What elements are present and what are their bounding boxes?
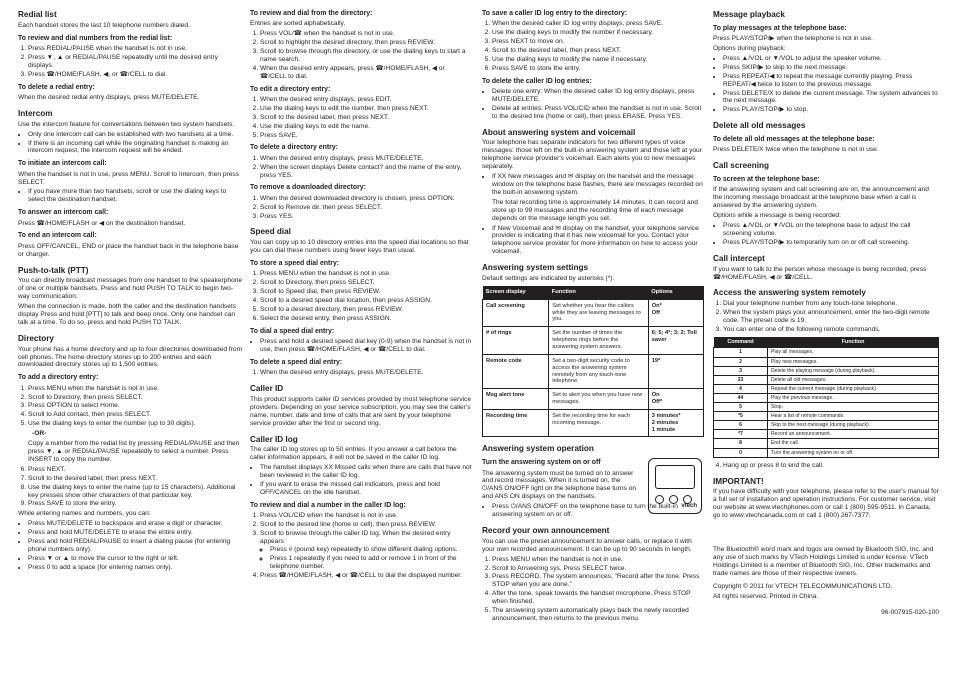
- rights-text: All rights reserved. Printed in China.: [713, 592, 819, 600]
- list-item: • Press DELETE/X to delete the current message. The system advances to the next message.: [723, 90, 939, 106]
- list-item: 5. Scroll to a desired directory, then press REVIEW.: [260, 306, 472, 314]
- remote-steps-end: [713, 462, 939, 470]
- operation-title: Answering system operation: [482, 444, 594, 454]
- table-row: [714, 375, 939, 384]
- list-item: 7. Scroll to the desired label, then press NEXT.: [28, 475, 244, 483]
- list-item: 5. The answering system automatically plays back the newly recorded announcement, then returns to the previous menu.: [492, 607, 704, 623]
- table-row: [714, 357, 939, 366]
- list-item: • Press PLAY/STOP/▶ to stop.: [723, 106, 939, 114]
- caller-id-text: This product supports caller ID services provided by most telephone service providers. Depending on your service subscription, you may see the caller's name, number, date and time of calls that are sent by your telephone service provider after the first or second ring.: [250, 395, 471, 427]
- table-row: [714, 421, 939, 430]
- command-function-cell: Record an announcement.: [768, 430, 939, 439]
- list-item: 4. Scroll to Add contact, then press SELECT.: [28, 411, 244, 419]
- list-item: • Press SKIP/▶ to skip to the next message.: [723, 64, 939, 72]
- delete-all-section: [713, 121, 939, 154]
- list-item: ◦ Press # (pound key) repeatedly to show different dialing options.: [270, 546, 472, 554]
- list-item: 1. When the desired caller ID log entry displays, press SAVE.: [492, 20, 704, 28]
- intercom-init-bullets: [18, 188, 244, 204]
- table-header: Screen display: [483, 286, 549, 299]
- list-item: 1. Press VOL/CID when the handset is not in use.: [260, 512, 472, 520]
- redial-delete-text: When the desired redial entry displays, press MUTE/DELETE.: [18, 93, 200, 101]
- table-cell: Set a two-digit security code to access the answering system remotely from any touch-tone telephone.: [549, 354, 648, 388]
- directory-add-heading: To add a directory entry:: [18, 374, 99, 382]
- redial-section: [18, 10, 244, 102]
- table-cell: Set whether you hear the callers while they are leaving messages to you.: [549, 299, 648, 327]
- playback-section: [713, 10, 939, 114]
- table-header: Command: [714, 337, 768, 348]
- review-dir-heading: To review and dial from the directory:: [250, 10, 373, 17]
- column-3: [482, 10, 704, 625]
- list-item: • The handset displays XX Missed calls when there are calls that have not been reviewed in the caller ID log.: [260, 464, 472, 480]
- list-item: 2. When the screen displays Delete contact? and the name of the entry, press YES.: [260, 164, 472, 180]
- review-dir-steps: [250, 30, 472, 80]
- settings-title: Answering system settings: [482, 263, 589, 273]
- cid-review-heading: To review and dial a number in the caller ID log:: [250, 501, 406, 509]
- voicemail-section: [482, 128, 704, 257]
- command-function-cell: Play all messages.: [768, 348, 939, 357]
- delete-dir-heading: To delete a directory entry:: [250, 144, 338, 152]
- list-item: 1. Press MENU when the handset is not in use.: [492, 556, 704, 564]
- column-2: [250, 10, 472, 582]
- table-row: [483, 299, 704, 327]
- table-header: Options: [648, 286, 703, 299]
- command-code-cell: 0: [714, 448, 768, 457]
- playback-heading: To play messages at the telephone base:: [713, 24, 847, 32]
- list-item: • If New Voicemail and ✉ display on the handset, your telephone service provider is indicating that it has new voicemail for you. Contact your telephone service provider for more information on how to access your voicemail.: [492, 225, 704, 257]
- intercept-text: If you want to talk to the person whose message is being recorded, press ☎/HOME/FLASH, ◀ or ☎/CELL.: [713, 265, 927, 281]
- redial-title: Redial list: [18, 10, 57, 19]
- caller-id-title: Caller ID: [250, 384, 284, 394]
- intercom-intro: Use the intercom feature for conversations between two system handsets.: [18, 120, 235, 128]
- screening-title: Call screening: [713, 161, 769, 171]
- speed-delete-heading: To delete a speed dial entry:: [250, 358, 343, 366]
- table-cell: Remote code: [483, 354, 549, 388]
- intercom-init-heading: To initiate an intercom call:: [18, 160, 107, 168]
- table-header: Function: [768, 337, 939, 348]
- list-item: 2. Use the dialing keys to modify the number if necessary.: [492, 29, 704, 37]
- list-item: 2. Scroll to the desired line (home or cell), then press REVIEW.: [260, 521, 472, 529]
- table-header-row: [714, 337, 939, 348]
- announcement-title: Record your own announcement: [482, 525, 610, 535]
- speed-store-steps: [250, 270, 472, 322]
- important-title: IMPORTANT!: [713, 476, 764, 486]
- list-item: • Press and hold a desired speed dial key (0-9) when the handset is not in use, then press ☎/HOME/FLASH, ◀ or ☎/CELL to dial.: [260, 338, 472, 354]
- command-function-cell: Hear a list of remote commands.: [768, 412, 939, 421]
- command-function-cell: Delete the playing message (during playback).: [768, 366, 939, 375]
- list-item: 3. Press RECORD. The system announces, "Record after the tone. Press STOP when you are done.": [492, 573, 704, 589]
- column-1: [18, 10, 244, 574]
- table-row: [714, 448, 939, 457]
- list-item: 3. Scroll to the desired label, then press NEXT.: [260, 114, 472, 122]
- redial-steps: [18, 45, 244, 79]
- table-cell: 6; 5; 4*; 3; 2; Toll saver: [648, 327, 703, 355]
- table-row: [483, 409, 704, 437]
- remote-title: Access the answering system remotely: [713, 288, 866, 298]
- list-item: • Press ⏻/ANS ON/OFF on the telephone base to turn the built-in answering system on or off.: [492, 503, 704, 519]
- list-item: 4. Hang up or press 8 to end the call.: [723, 462, 939, 470]
- list-item: 1. Press MENU when the handset is not in use.: [28, 385, 244, 393]
- redial-intro: Each handset stores the last 10 telephone numbers dialed.: [18, 21, 190, 29]
- table-row: [483, 354, 704, 388]
- command-code-cell: 3: [714, 366, 768, 375]
- list-item: • If you have more than two handsets, scroll or use the dialing keys to select the destination handset.: [28, 188, 244, 204]
- command-code-cell: *7: [714, 430, 768, 439]
- list-item: 2. Scroll to Answering sys. Press SELECT twice.: [492, 565, 704, 573]
- list-item: • Delete all entries: Press VOL/CID when the handset is not in use. Scroll to the desired line (home or cell), then press ERASE. Press YES.: [492, 105, 704, 121]
- review-dir-intro: Entries are sorted alphabetically.: [250, 20, 346, 28]
- command-function-cell: Delete all old messages.: [768, 375, 939, 384]
- delete-all-heading: To delete all old messages at the telephone base:: [713, 136, 875, 144]
- command-function-cell: End the call.: [768, 439, 939, 448]
- list-item: 4. Scroll to the desired label, then press NEXT.: [492, 47, 704, 55]
- list-item: 8. Use the dialing keys to enter the name (up to 15 characters). Additional key presses show other characters of that particular key.: [28, 484, 244, 500]
- table-cell: Msg alert tone: [483, 389, 549, 410]
- voicemail-bullets: [482, 173, 704, 256]
- list-item: • Only one intercom call can be established with two handsets at a time.: [28, 131, 244, 139]
- screening-heading: To screen at the telephone base:: [713, 176, 820, 184]
- table-cell: Call screening: [483, 299, 549, 327]
- table-row: [714, 412, 939, 421]
- redial-delete-heading: To delete a redial entry:: [18, 83, 95, 91]
- table-header-row: [483, 286, 704, 299]
- important-section: [713, 477, 939, 520]
- ptt-title: Push-to-talk (PTT): [18, 265, 89, 275]
- copyright-text: Copyright © 2011 for VTECH TELECOMMUNICATIONS LTD.: [713, 582, 893, 590]
- save-cid-steps: [482, 20, 704, 72]
- directory-while-bullets: [18, 520, 244, 571]
- settings-section: [482, 263, 704, 437]
- directory-add-steps-a: [18, 385, 244, 429]
- table-cell: 3 minutes* 2 minutes 1 minute: [648, 409, 703, 437]
- command-code-cell: 44: [714, 393, 768, 402]
- base-display: [655, 465, 695, 489]
- list-item: 2. Scroll to Directory, then press SELECT.: [28, 394, 244, 402]
- list-item: 5. Use the dialing keys to modify the name if necessary.: [492, 56, 704, 64]
- command-code-cell: 6: [714, 421, 768, 430]
- command-code-cell: 1: [714, 348, 768, 357]
- save-cid-heading: To save a caller ID log entry to the directory:: [482, 10, 627, 17]
- command-function-cell: Stop.: [768, 403, 939, 412]
- announcement-intro: You can use the preset announcement to answer calls, or replace it with your own recorded announcement. It can be up to 90 seconds in length.: [482, 537, 692, 553]
- list-item: • Press ▼ or ▲ to move the cursor to the right or left.: [28, 555, 244, 563]
- table-row: [714, 393, 939, 402]
- table-row: [483, 389, 704, 410]
- list-item: • Delete one entry: When the desired caller ID log entry displays, press MUTE/DELETE.: [492, 88, 704, 104]
- operation-text: The answering system must be turned on to answer and record messages. When it is turned on, the ⏻/ANS ON/OFF light on the telephone base turns on and ANS ON displays on the handsets.: [482, 469, 637, 501]
- table-header: Function: [549, 286, 648, 299]
- table-cell: On* Off: [648, 299, 703, 327]
- list-item: 5. Use the dialing keys to enter the number (up to 30 digits).: [28, 420, 244, 428]
- screening-options-intro: Options while a message is being recorded:: [713, 212, 841, 220]
- table-row: [483, 327, 704, 355]
- intercom-init-text: When the handset is not in use, press MENU. Scroll to Intercom, then press SELECT.: [18, 170, 239, 186]
- command-function-cell: Repeat the current message (during playback).: [768, 384, 939, 393]
- list-item: 4. Use the dialing keys to edit the name.: [260, 123, 472, 131]
- table-cell: Recording time: [483, 409, 549, 437]
- review-directory-section: [250, 10, 472, 220]
- list-item: 6. Select the desired entry, then press ASSIGN.: [260, 315, 472, 323]
- delete-dir-steps: [250, 155, 472, 180]
- list-item: • Press ▲/VOL or ▼/VOL on the telephone base to adjust the call screening volume.: [723, 222, 939, 238]
- telephone-base-illustration: [648, 458, 702, 514]
- directory-title: Directory: [18, 333, 54, 343]
- announcement-steps: [482, 556, 704, 623]
- list-item: 9. Press SAVE to store the entry.: [28, 500, 244, 508]
- base-button-icon: [669, 495, 678, 504]
- directory-add-steps-b: [18, 466, 244, 509]
- remove-dir-heading: To remove a downloaded directory:: [250, 184, 366, 192]
- caller-id-section: [250, 384, 472, 427]
- delete-all-text: Press DELETE/X twice when the telephone is not in use.: [713, 146, 879, 154]
- delete-cid-bullets: [482, 88, 704, 121]
- speed-dial-intro: You can copy up to 10 directory entries into the speed dial locations so that you can dial these numbers using fewer keys than usual.: [250, 239, 469, 255]
- list-item: 3. Scroll to browse through the directory, or use the dialing keys to start a name search.: [260, 48, 472, 64]
- operation-section: [482, 444, 704, 519]
- directory-copy-text: Copy a number from the redial list by pressing REDIAL/PAUSE and then press ▼, ▲ or REDIAL/PAUSE repeatedly to select a number. Press INSERT to copy the number.: [28, 440, 240, 463]
- table-row: [714, 439, 939, 448]
- directory-or: -OR-: [32, 430, 47, 438]
- caller-id-log-section: [250, 435, 472, 581]
- table-cell: Set to alert you when you have new messages.: [549, 389, 648, 410]
- command-function-cell: Turn the answering system on or off.: [768, 448, 939, 457]
- list-item: 1. Press MENU when the handset is not in use.: [260, 270, 472, 278]
- list-item: 3. Press ☎/HOME/FLASH, ◀, or ☎/CELL to dial.: [28, 71, 244, 79]
- list-item: [492, 173, 704, 222]
- list-item: • Press and hold REDIAL/PAUSE to insert a dialing pause (for entering phone numbers only).: [28, 538, 244, 554]
- screening-bullets: [713, 222, 939, 247]
- list-item: 5. Press SAVE.: [260, 132, 472, 140]
- cid-log-bullets: [250, 464, 472, 497]
- intercom-answer-text: Press ☎/HOME/FLASH or ◀ on the destination handset.: [18, 219, 186, 227]
- list-item: • If there is an incoming call while the originating handset is making an intercom request, the intercom request will be ended.: [28, 140, 244, 156]
- intercom-title: Intercom: [18, 108, 53, 118]
- edit-dir-heading: To edit a directory entry:: [250, 85, 331, 93]
- command-code-cell: 8: [714, 439, 768, 448]
- list-item: 4. When the desired entry appears, press ☎/HOME/FLASH, ◀ or ☎/CELL to dial.: [260, 65, 472, 81]
- list-item: • If you want to erase the missed call indicators, press and hold OFF/CANCEL on the idle handset.: [260, 481, 472, 497]
- cid-sub-bullets: [260, 546, 472, 571]
- intercom-bullets: [18, 131, 244, 156]
- table-cell: # of rings: [483, 327, 549, 355]
- ptt-p2: When the connection is made, both the caller and the destination handsets display Press and hold [PTT] to talk and beep once. Only one handset can talk at a time. To do so, press and hold PUSH TO TALK.: [18, 303, 237, 326]
- table-cell: Set the number of times the telephone rings before the answering system answers.: [549, 327, 648, 355]
- list-item: • Press MUTE/DELETE to backspace and erase a digit or character.: [28, 520, 244, 528]
- screening-text: If the answering system and call screening are on, the announcement and the incoming message broadcast at the telephone base when a call is answered by the answering system.: [713, 186, 929, 210]
- directory-while-text: While entering names and numbers, you can:: [18, 510, 151, 518]
- speed-dial-bullets: [250, 338, 472, 354]
- operation-subtitle: Turn the answering system on or off: [482, 459, 601, 467]
- voicemail-bullet-1-extra: The total recording time is approximately 14 minutes. It can record and store up to 99 messages and the recording time of each message depends on the message length you set.: [492, 198, 698, 222]
- list-item: 1. When the desired entry displays, press MUTE/DELETE.: [260, 155, 472, 163]
- cid-step-3-text: Scroll to browse through the caller ID log. When the desired entry appears:: [260, 529, 451, 545]
- ptt-section: [18, 266, 244, 327]
- directory-section: [18, 334, 244, 572]
- remote-steps: [713, 300, 939, 334]
- intercept-title: Call intercept: [713, 253, 765, 263]
- cid-log-text: The caller ID log stores up to 50 entries. If you answer a call before the caller information appears, it will not be saved in the caller ID log.: [250, 446, 457, 462]
- remote-access-section: [713, 288, 939, 469]
- list-item: • Press and hold MUTE/DELETE to erase the entire entry.: [28, 529, 244, 537]
- important-text: If you have difficulty with your telephone, please refer to the user's manual for a full set of installation and operation instructions. For customer service, visit our website at www.vtechphones.com or call 1 (800) 595-9511. In Canada, go to www.vtechcanada.com or call 1 (800) 267-7377.: [713, 488, 939, 520]
- speed-dial-heading: To dial a speed dial entry:: [250, 327, 335, 335]
- ptt-p1: You can directly broadcast messages from one handset to the speakerphone of one or multiple handsets. Press and hold PUSH TO TALK to begin two-way communication.: [18, 277, 243, 301]
- table-row: [714, 384, 939, 393]
- list-item: 2. Scroll to Remove dir, then press SELECT.: [260, 204, 472, 212]
- list-item: • Press REPEAT/◀ to repeat the message currently playing. Press REPEAT/◀ twice to listen to the previous message.: [723, 73, 939, 89]
- intercom-section: [18, 109, 244, 259]
- table-cell: On Off*: [648, 389, 703, 410]
- directory-intro: Your phone has a home directory and up to four directories downloaded from cell phones. The home directory stores up to 200 entries and each downloaded directory stores up to 1,500 entries.: [18, 345, 243, 369]
- list-item: • Press ▲/VOL or ▼/VOL to adjust the speaker volume.: [723, 55, 939, 63]
- intercept-section: [713, 254, 939, 282]
- voicemail-title: About answering system and voicemail: [482, 127, 636, 137]
- list-item: 3. Press YES.: [260, 213, 472, 221]
- list-item: 2. Press ▼, ▲ or REDIAL/PAUSE repeatedly until the desired entry displays.: [28, 54, 244, 70]
- list-item: 1. Press REDIAL/PAUSE when the handset is not in use.: [28, 45, 244, 53]
- list-item: 4. Scroll to a desired speed dial location, then press ASSIGN.: [260, 297, 472, 305]
- command-function-cell: Skip to the next message (during playback).: [768, 421, 939, 430]
- list-item: 4. Press ☎/HOME/FLASH, ◀ or ☎/CELL to dial the displayed number.: [260, 572, 472, 580]
- list-item: 4. After the tone, speak towards the handset microphone. Press STOP when finished.: [492, 590, 704, 606]
- list-item: 6. Press SAVE to store the entry.: [492, 65, 704, 73]
- list-item: 2. Scroll to Directory, then press SELECT.: [260, 279, 472, 287]
- cid-log-title: Caller ID log: [250, 434, 298, 444]
- list-item: 1. When the desired downloaded directory is chosen, press OPTION.: [260, 195, 472, 203]
- delete-all-title: Delete all old messages: [713, 121, 806, 131]
- voicemail-intro: Your telephone has separate indicators for two different types of voice messages: those left on the built-in answering system and those left at your telephone service provider's voicemail. Each alerts you to new messages separately.: [482, 139, 702, 171]
- command-code-cell: 33: [714, 375, 768, 384]
- bluetooth-notice: The Bluetooth® word mark and logos are owned by Bluetooth SIG, Inc. and any use of such marks by VTech Holdings Limited is under license. VTech Holdings Limited is a member of Bluetooth SIG, Inc. Other trademarks and trade names are those of their respective owners.: [713, 546, 934, 577]
- delete-cid-heading: To delete the caller ID log entries:: [482, 77, 592, 85]
- speed-delete-steps: [250, 369, 472, 377]
- settings-table: [482, 286, 704, 438]
- list-item: 2. Use the dialing keys to edit the number, then press NEXT.: [260, 105, 472, 113]
- base-button-icon: [655, 495, 664, 504]
- table-cell: 19*: [648, 354, 703, 388]
- column-4: [713, 10, 939, 618]
- table-row: [714, 430, 939, 439]
- edit-dir-steps: [250, 96, 472, 140]
- list-item: 3. Press OPTION to select Home.: [28, 402, 244, 410]
- playback-title: Message playback: [713, 10, 785, 19]
- list-item: • Press PLAY/STOP/▶ to temporarily turn on or off call screening.: [723, 239, 939, 247]
- command-function-cell: Play new messages.: [768, 357, 939, 366]
- list-item: 1. Press VOL/☎ when the handset is not in use.: [260, 30, 472, 38]
- command-code-cell: 5: [714, 403, 768, 412]
- list-item: 3. You can enter one of the following remote commands.: [723, 326, 939, 334]
- voicemail-bullet-1: If XX New messages and ✉ display on the handset and the message window on the telephone base flashes, there are messages recorded on the built-in answering system.: [492, 173, 703, 196]
- remove-dir-steps: [250, 195, 472, 221]
- remote-commands-body: [714, 348, 939, 457]
- list-item: [260, 530, 472, 571]
- speed-store-heading: To store a speed dial entry:: [250, 260, 340, 268]
- list-item: 3. Press NEXT to move on.: [492, 38, 704, 46]
- table-cell: Set the recording time for each incoming message.: [549, 409, 648, 437]
- list-item: 2. When the system plays your announcement, enter the two-digit remote code. The preset code is 19.: [723, 309, 939, 325]
- settings-intro: Default settings are indicated by asterisks (*).: [482, 275, 615, 282]
- playback-options-intro: Options during playback:: [713, 45, 786, 53]
- list-item: 3. Scroll to Speed dial, then press REVIEW.: [260, 288, 472, 296]
- playback-bullets: [713, 55, 939, 114]
- playback-text: Press PLAY/STOP/▶ when the telephone is not in use.: [713, 35, 873, 43]
- list-item: 1. Dial your telephone number from any touch-tone telephone.: [723, 300, 939, 308]
- intercom-end-heading: To end an intercom call:: [18, 232, 97, 240]
- list-item: 1. When the desired entry displays, press MUTE/DELETE.: [260, 369, 472, 377]
- vtech-logo: vtech: [681, 503, 697, 510]
- screening-section: [713, 161, 939, 246]
- table-row: [714, 366, 939, 375]
- remote-commands-table: [713, 337, 939, 458]
- list-item: ◦ Press 1 repeatedly if you need to add or remove 1 in front of the telephone number.: [270, 555, 472, 571]
- intercom-answer-heading: To answer an intercom call:: [18, 209, 109, 217]
- command-code-cell: 4: [714, 384, 768, 393]
- list-item: • Press 0 to add a space (for entering names only).: [28, 564, 244, 572]
- command-code-cell: *5: [714, 412, 768, 421]
- command-code-cell: 2: [714, 357, 768, 366]
- table-row: [714, 403, 939, 412]
- announcement-section: [482, 526, 704, 623]
- document-code: 96-007915-020-100: [881, 608, 939, 616]
- cid-review-steps: [250, 512, 472, 580]
- legal-section: [713, 546, 939, 616]
- command-function-cell: Play the previous message.: [768, 393, 939, 402]
- save-cid-section: [482, 10, 704, 121]
- intercom-end-text: Press OFF/CANCEL, END or place the handset back in the telephone base or charger.: [18, 242, 239, 258]
- table-row: [714, 348, 939, 357]
- speed-dial-section: [250, 227, 472, 377]
- list-item: 2. Scroll to highlight the desired directory, then press REVIEW.: [260, 39, 472, 47]
- list-item: 6. Press NEXT.: [28, 466, 244, 474]
- redial-review-heading: To review and dial numbers from the redial list:: [18, 34, 173, 42]
- speed-dial-title: Speed dial: [250, 227, 291, 237]
- list-item: 1. When the desired entry displays, press EDIT.: [260, 96, 472, 104]
